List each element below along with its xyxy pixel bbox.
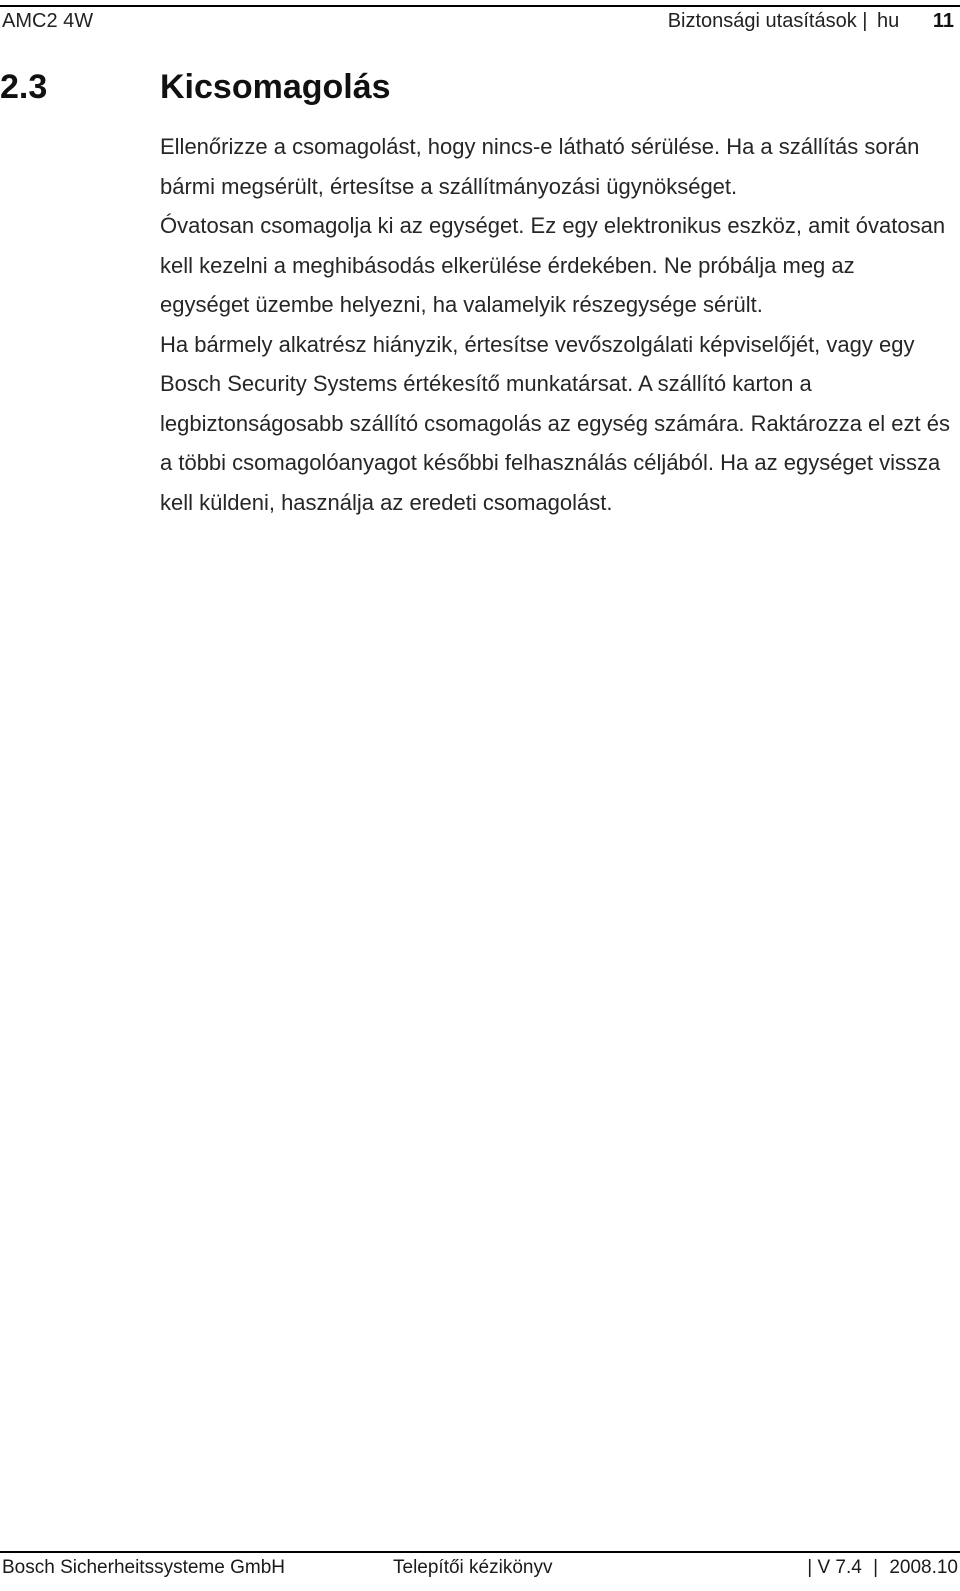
section-title: Kicsomagolás [160, 68, 391, 106]
footer-separator-1: | [807, 1557, 813, 1578]
paragraph-inspect-packaging: Ellenőrizze a csomagolást, hogy nincs-e látható sérülése. Ha a szállítás során bármi megsérült, értesítse a szállítmányozási ügynökséget. [160, 134, 920, 199]
paragraph-unpack-carefully: Óvatosan csomagolja ki az egységet. Ez egy elektronikus eszköz, amit óvatosan kell kezelni a meghibásodás elkerülése érdekében. Ne próbálja meg az egységet üzembe helyezni, ha valamelyik részegysége sérült. [160, 213, 946, 317]
page-footer [0, 1557, 958, 1585]
header-chapter-info [668, 10, 954, 33]
language-code: hu [877, 10, 900, 32]
page-header [0, 8, 954, 38]
section-body [160, 127, 950, 522]
footer-separator-2: | [873, 1557, 879, 1578]
footer-version: V 7.4 [817, 1557, 862, 1578]
footer-version-info [807, 1557, 958, 1579]
paragraph-missing-parts: Ha bármely alkatrész hiányzik, értesítse vevőszolgálati képviselőjét, vagy egy Bosch Security Systems értékesítő munkatársat. A szállító karton a legbiztonságosabb szállító csomagolás az egység számára. Raktározza el ezt és a többi csomagolóanyagot későbbi felhasználás céljából. Ha az egységet vissza kell küldeni, használja az eredeti csomagolást. [160, 331, 950, 515]
header-separator: | [862, 10, 868, 32]
footer-rule [0, 1551, 960, 1553]
chapter-title: Biztonsági utasítások [667, 10, 857, 32]
section-number: 2.3 [0, 68, 48, 106]
footer-company: Bosch Sicherheitssysteme GmbH [2, 1557, 285, 1578]
footer-date: 2008.10 [889, 1557, 958, 1578]
header-rule [0, 5, 960, 7]
footer-document-title: Telepítői kézikönyv [393, 1557, 553, 1578]
page-number: 11 [932, 10, 954, 32]
section-heading [0, 68, 391, 107]
product-name: AMC2 4W [2, 10, 94, 32]
